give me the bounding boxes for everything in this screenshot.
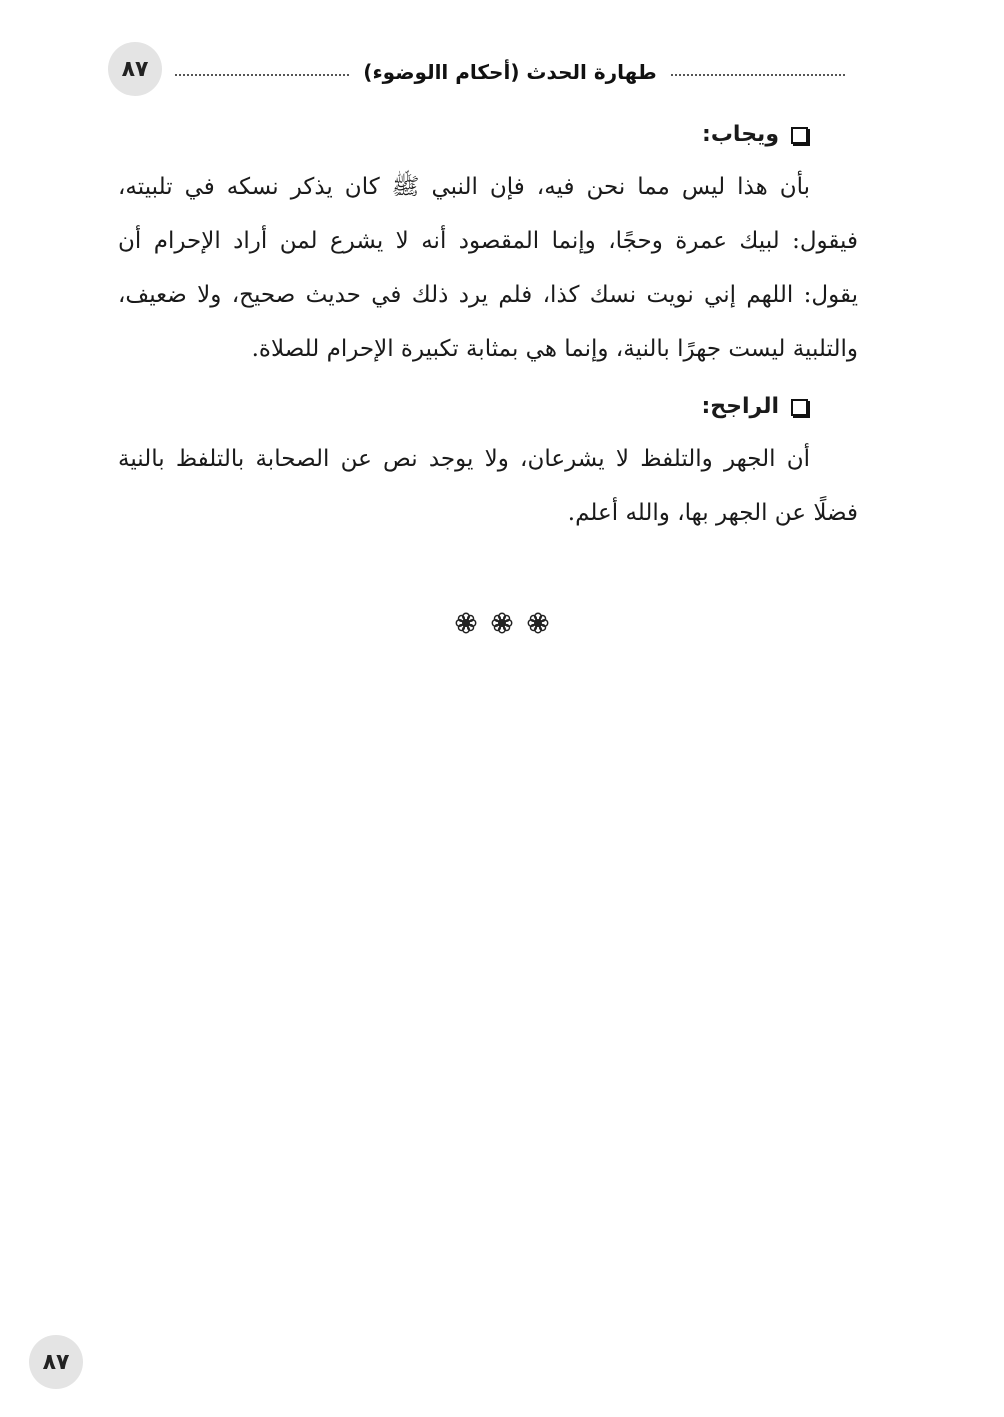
- flower-icon: [455, 612, 477, 634]
- section-heading-preferred: [118, 382, 858, 432]
- section-heading-label: ويجاب:: [702, 122, 779, 147]
- header-dots-right: [671, 74, 845, 76]
- running-header: [175, 52, 845, 92]
- page-number-bottom: ٨٧: [29, 1335, 83, 1389]
- header-title: طهارة الحدث (أحكام االوضوء): [363, 60, 657, 84]
- section-heading-label: الراجح:: [701, 394, 779, 419]
- flower-icon: [527, 612, 549, 634]
- paragraph-reply: بأن هذا ليس مما نحن فيه، فإن النبي ﷺ كان يذكر نسكه في تلبيته، فيقول: لبيك عمرة وحجًا، وإنما المقصود أنه لا يشرع لمن أراد الإحرام أن يقول: اللهم إني نويت نسك كذا، فلم يرد ذلك في حديث صحيح، ولا ضعيف، والتلبية ليست جهرًا بالنية، وإنما هي بمثابة تكبيرة الإحرام للصلاة.: [118, 174, 858, 362]
- page-content: [118, 110, 858, 546]
- flower-icon: [491, 612, 513, 634]
- page-number-top: ٨٧: [108, 42, 162, 96]
- checkbox-icon: [791, 127, 808, 144]
- header-dots-left: [175, 74, 349, 76]
- paragraph-preferred: أن الجهر والتلفظ لا يشرعان، ولا يوجد نص عن الصحابة بالتلفظ بالنية فضلًا عن الجهر بها، والله أعلم.: [118, 446, 858, 526]
- section-heading-reply: [118, 110, 858, 160]
- section-divider-ornament: [0, 612, 1004, 634]
- checkbox-icon: [791, 399, 808, 416]
